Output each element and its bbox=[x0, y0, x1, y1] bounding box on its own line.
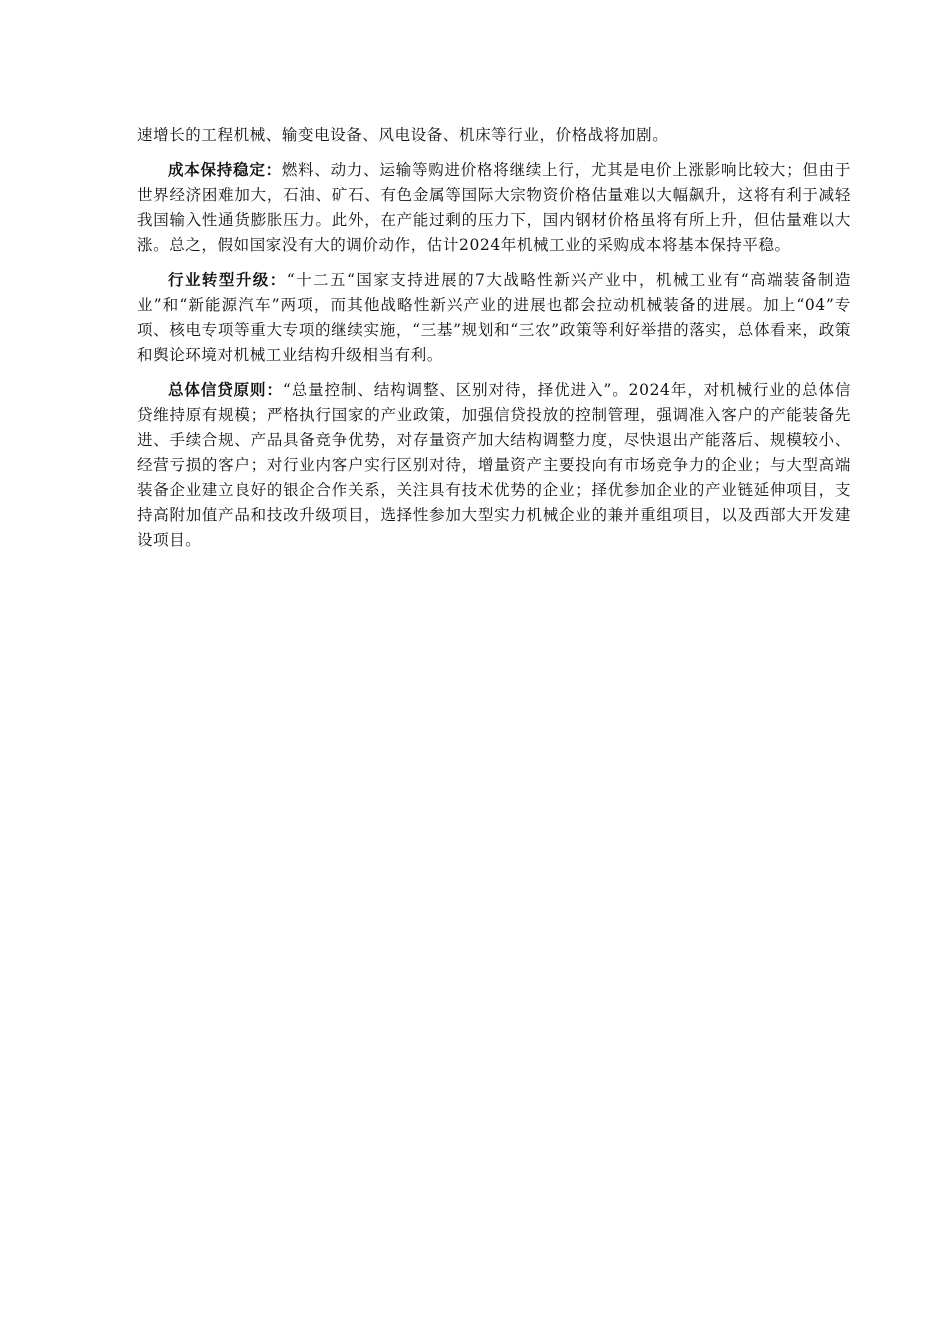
paragraph-text: 速增长的工程机械、输变电设备、风电设备、机床等行业，价格战将加剧。 bbox=[137, 126, 669, 144]
paragraph-industry-upgrade bbox=[137, 267, 851, 368]
paragraph-credit-principle bbox=[137, 377, 851, 553]
document-page bbox=[137, 122, 851, 562]
paragraph-cost-stable bbox=[137, 157, 851, 258]
paragraph-text: “总量控制、结构调整、区别对待，择优进入”。2024年，对机械行业的总体信贷维持原有规模；严格执行国家的产业政策，加强信贷投放的控制管理，强调准入客户的产能装备先进、手续合规、产品具备竞争优势，对存量资产加大结构调整力度，尽快退出产能落后、规模较小、经营亏损的客户；对行业内客户实行区别对待，增量资产主要投向有市场竞争力的企业；与大型高端装备企业建立良好的银企合作关系，关注具有技术优势的企业；择优参加企业的产业链延伸项目，支持高附加值产品和技改升级项目，选择性参加大型实力机械企业的兼并重组项目，以及西部大开发建设项目。 bbox=[137, 381, 852, 549]
paragraph-lead: 行业转型升级： bbox=[168, 270, 287, 289]
paragraph-lead: 总体信贷原则： bbox=[168, 380, 283, 399]
paragraph-text: 燃料、动力、运输等购进价格将继续上行，尤其是电价上涨影响比较大；但由于世界经济困难加大，石油、矿石、有色金属等国际大宗物资价格估量难以大幅飙升，这将有利于减轻我国输入性通货膨胀压力。此外，在产能过剩的压力下，国内钢材价格虽将有所上升，但估量难以大涨。总之，假如国家没有大的调价动作，估计2024年机械工业的采购成本将基本保持平稳。 bbox=[137, 161, 851, 254]
paragraph-text: “十二五“国家支持进展的7大战略性新兴产业中，机械工业有“高端装备制造业”和“新能源汽车”两项，而其他战略性新兴产业的进展也都会拉动机械装备的进展。加上“04”专项、核电专项等重大专项的继续实施，“三基”规划和“三农”政策等利好举措的落实，总体看来，政策和舆论环境对机械工业结构升级相当有利。 bbox=[137, 271, 851, 364]
paragraph-price-war bbox=[137, 122, 851, 148]
paragraph-lead: 成本保持稳定： bbox=[168, 160, 282, 179]
